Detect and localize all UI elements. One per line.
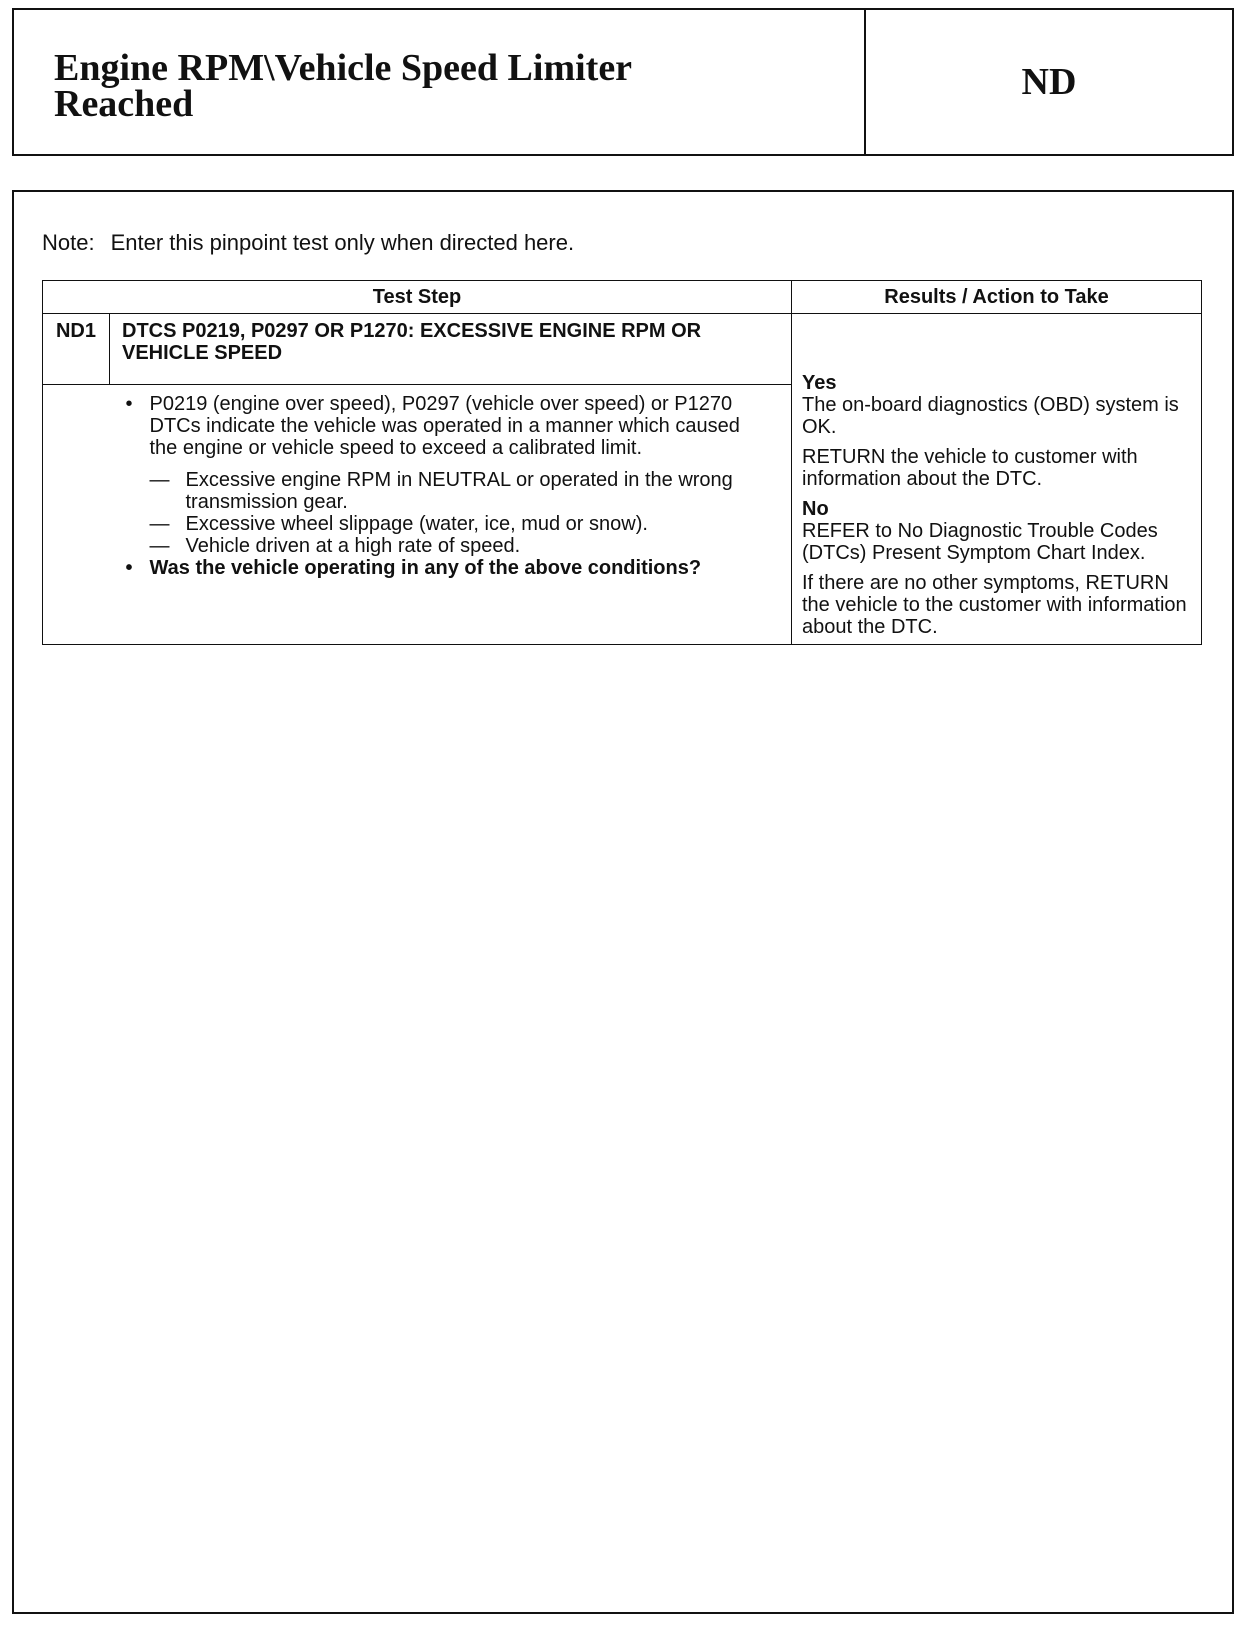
yes-label: Yes <box>802 372 837 394</box>
step-title: DTCS P0219, P0297 OR P1270: EXCESSIVE ENGINE RPM OR VEHICLE SPEED <box>110 314 792 385</box>
page-header <box>12 8 1234 156</box>
results-cell <box>792 314 1202 645</box>
sub-item-3: — Vehicle driven at a high rate of speed. <box>150 535 752 557</box>
pinpoint-test-table <box>42 280 1202 645</box>
step-title-row <box>43 314 1202 385</box>
sub-item-1: — Excessive engine RPM in NEUTRAL or operated in the wrong transmission gear. <box>150 469 752 513</box>
sub-item-2: — Excessive wheel slippage (water, ice, mud or snow). <box>150 513 752 535</box>
yes-text-2: RETURN the vehicle to customer with information about the DTC. <box>802 446 1138 490</box>
content-box <box>12 190 1234 1614</box>
note-text: Enter this pinpoint test only when directed here. <box>110 230 575 255</box>
question: • Was the vehicle operating in any of the above conditions? <box>150 557 752 579</box>
page-title <box>14 10 866 154</box>
note <box>42 230 574 256</box>
title-line-1: Engine RPM\Vehicle Speed Limiter <box>54 47 633 89</box>
no-text-1: REFER to No Diagnostic Trouble Codes (DTCs) Present Symptom Chart Index. <box>802 520 1158 564</box>
header-test-step: Test Step <box>43 281 792 314</box>
table-header-row <box>43 281 1202 314</box>
step-detail-spacer <box>43 384 110 644</box>
list-item <box>150 393 752 557</box>
step-detail <box>110 384 792 644</box>
bullet-1-text: • P0219 (engine over speed), P0297 (vehicle over speed) or P1270 DTCs indicate the vehicle was operated in a manner which caused the engine or vehicle speed to exceed a calibrated limit. <box>149 392 740 459</box>
step-id: ND1 <box>43 314 110 385</box>
note-label: Note: <box>42 230 95 255</box>
title-line-2: Reached <box>54 83 194 125</box>
no-label: No <box>802 498 829 520</box>
no-text-2: If there are no other symptoms, RETURN the vehicle to the customer with information about the DTC. <box>802 572 1187 638</box>
test-code: ND <box>1021 61 1077 103</box>
header-results: Results / Action to Take <box>792 281 1202 314</box>
yes-text-1: The on-board diagnostics (OBD) system is OK. <box>802 394 1179 438</box>
